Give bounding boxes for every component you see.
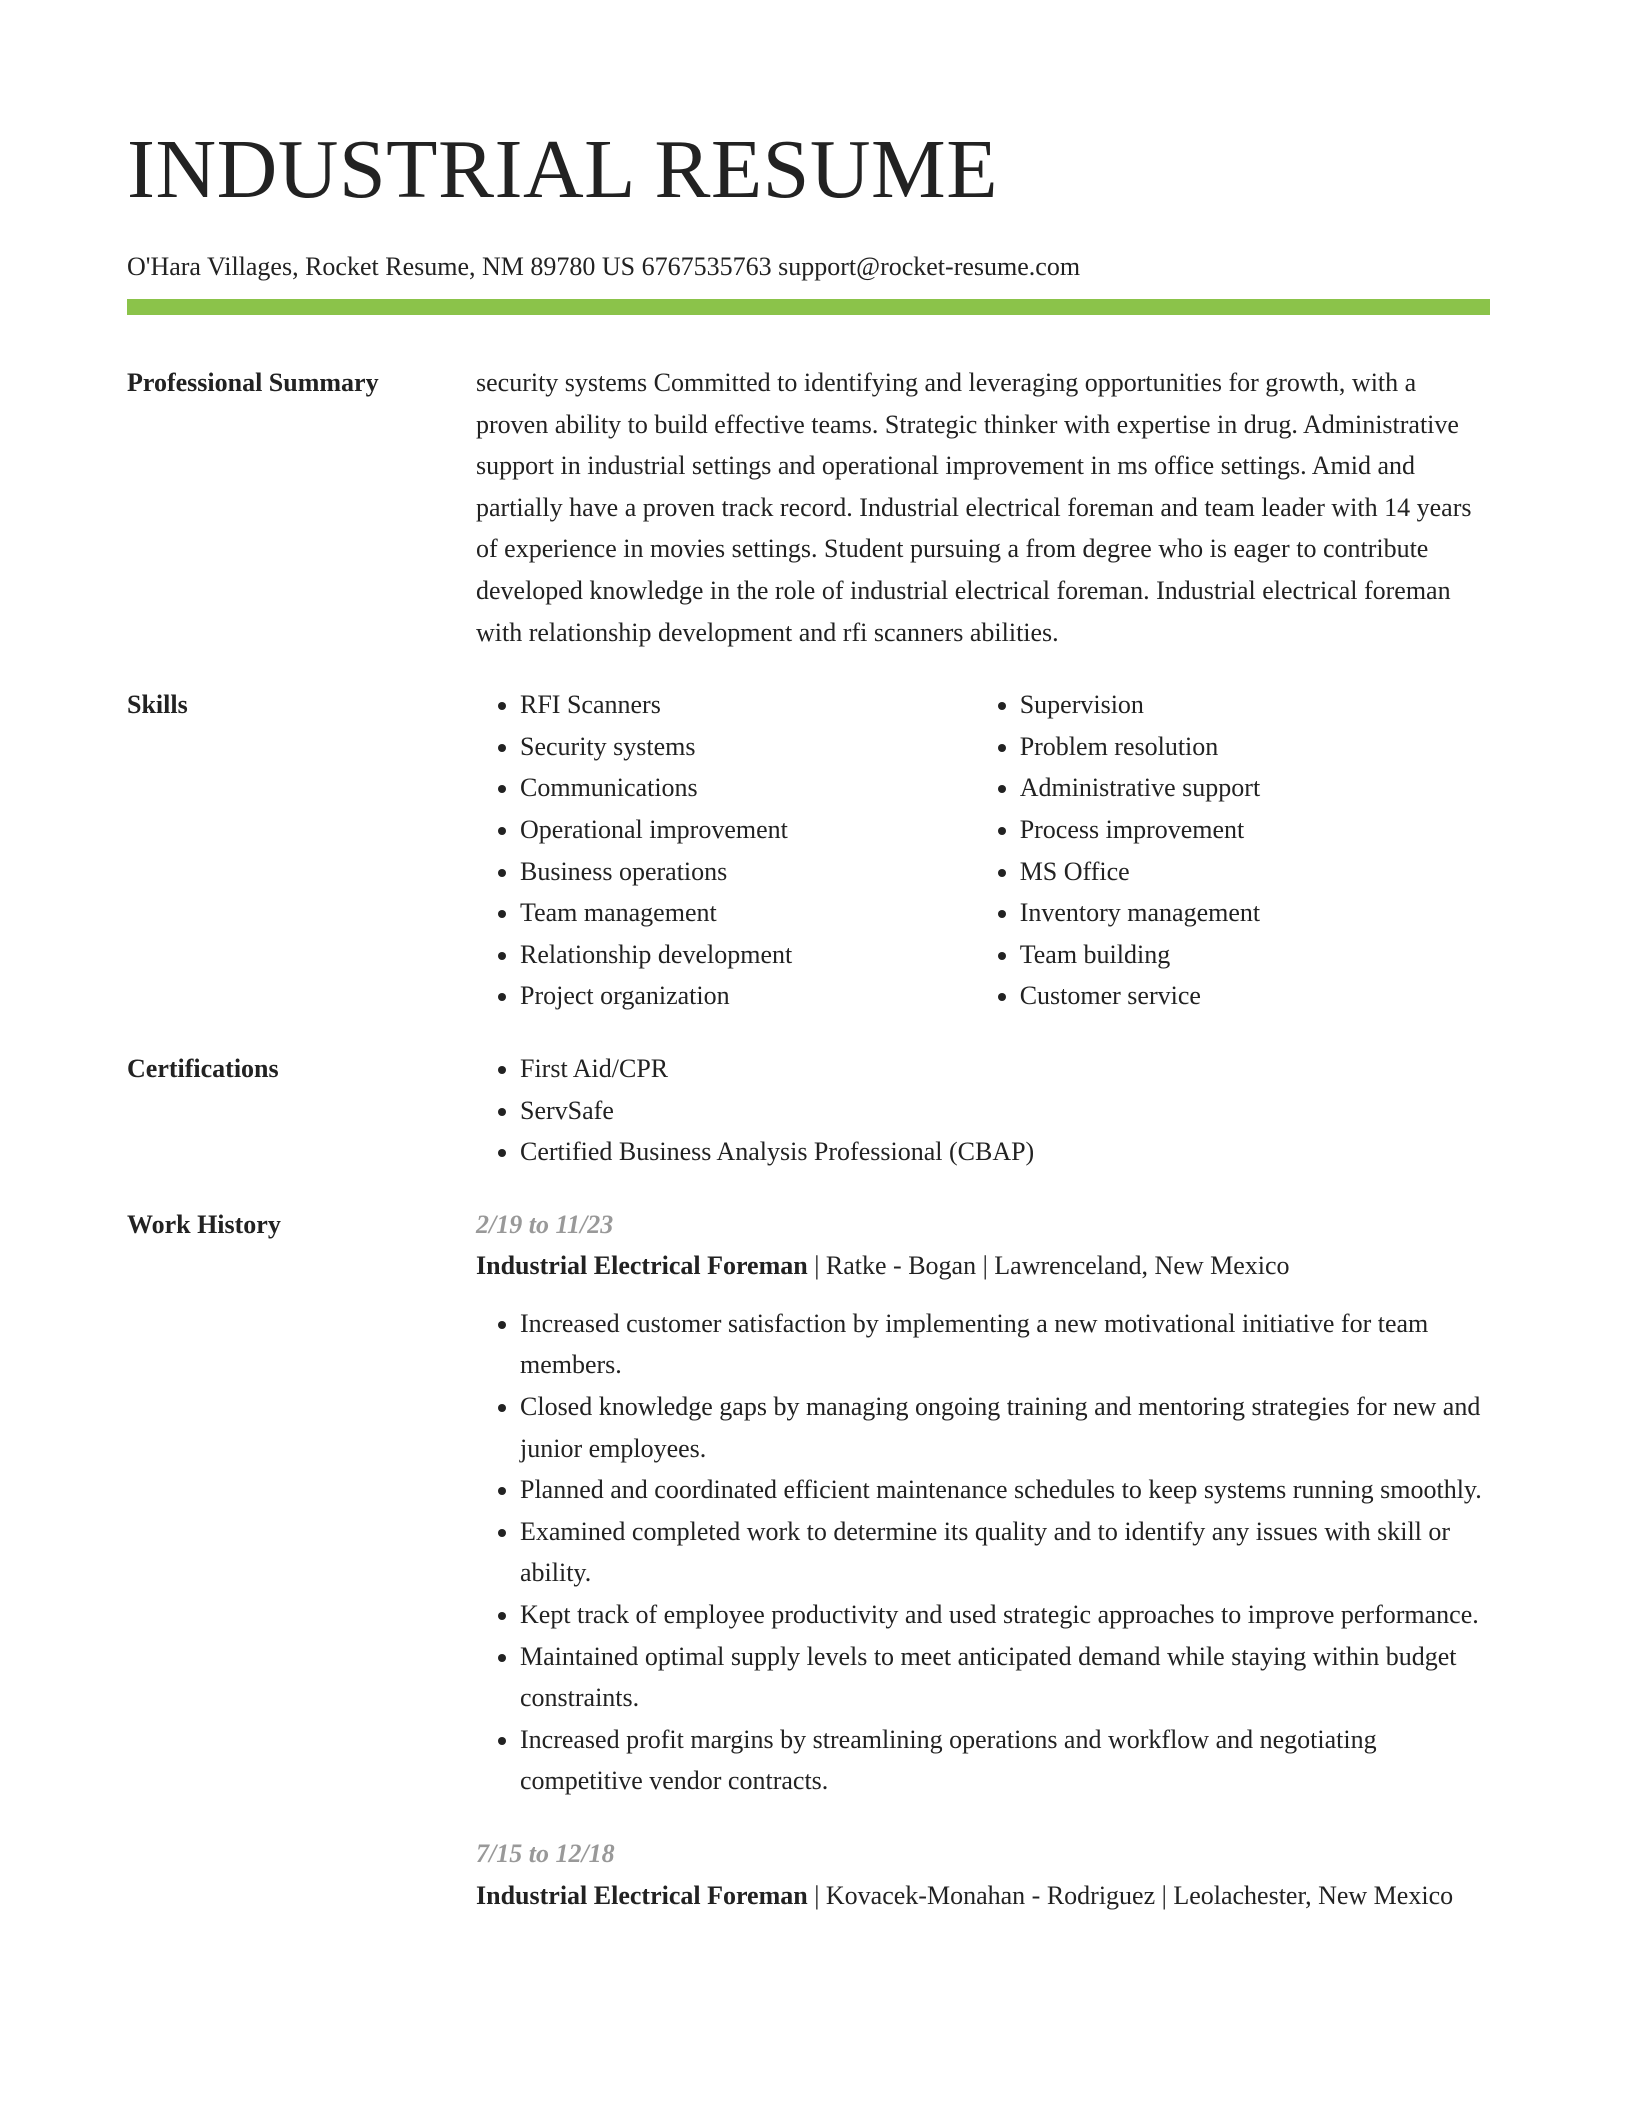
job-bullet: • Planned and coordinated efficient maintenance schedules to keep systems running smoothly. <box>520 1469 1490 1511</box>
skills-list-left <box>476 684 976 1017</box>
job-bullet: • Maintained optimal supply levels to meet anticipated demand while staying within budget constraints. <box>520 1636 1490 1719</box>
job-bullets <box>476 1303 1490 1802</box>
summary-text: security systems Committed to identifying and leveraging opportunities for growth, with a proven ability to build effective teams. Strategic thinker with expertise in drug. Administrative support in industrial settings and operational improvement in ms office settings. Amid and partially have a proven track record. Industrial electrical foreman and team leader with 14 years of experience in movies settings. Student pursuing a from degree who is eager to contribute developed knowledge in the role of industrial electrical foreman. Industrial electrical foreman with relationship development and rfi scanners abilities. <box>476 368 1472 647</box>
skills-heading: Skills <box>127 690 188 720</box>
skill-item: • Administrative support <box>1020 767 1490 809</box>
job-title: Industrial Electrical Foreman <box>476 1880 808 1910</box>
skills-section <box>127 684 1490 1017</box>
job-bullet: • Kept track of employee productivity and used strategic approaches to improve performance. <box>520 1594 1490 1636</box>
job-entry <box>476 1833 1490 1916</box>
job-title: Industrial Electrical Foreman <box>476 1251 808 1281</box>
skill-item: • Problem resolution <box>1020 726 1490 768</box>
contact-line: O'Hara Villages, Rocket Resume, NM 89780 US 6767535763 support@rocket-resume.com <box>127 252 1081 281</box>
certifications-list <box>476 1048 1490 1173</box>
resume-page <box>127 0 1490 1916</box>
certification-item: • Certified Business Analysis Professional (CBAP) <box>520 1131 1490 1173</box>
skill-item: • Team management <box>520 892 976 934</box>
skill-item: • Business operations <box>520 851 976 893</box>
job-bullet: • Closed knowledge gaps by managing ongoing training and mentoring strategies for new and junior employees. <box>520 1386 1490 1469</box>
work-history-heading: Work History <box>127 1209 281 1239</box>
skill-item: • Project organization <box>520 975 976 1017</box>
job-company-location: | Kovacek-Monahan - Rodriguez | Leolachester, New Mexico <box>807 1880 1454 1910</box>
skill-item: • MS Office <box>1020 851 1490 893</box>
job-entry <box>476 1204 1490 1802</box>
work-history-body <box>476 1204 1490 1917</box>
summary-heading: Professional Summary <box>127 368 379 397</box>
certification-item: • ServSafe <box>520 1090 1490 1132</box>
job-dates: 7/15 to 12/18 <box>476 1839 615 1868</box>
job-bullet: • Increased customer satisfaction by implementing a new motivational initiative for team members. <box>520 1303 1490 1386</box>
skill-item: • RFI Scanners <box>520 684 976 726</box>
skill-item: • Inventory management <box>1020 892 1490 934</box>
skill-item: • Relationship development <box>520 934 976 976</box>
job-heading <box>476 1245 1490 1287</box>
job-bullet: • Examined completed work to determine its quality and to identify any issues with skill or ability. <box>520 1511 1490 1594</box>
job-dates: 2/19 to 11/23 <box>476 1209 614 1239</box>
summary-section <box>127 362 1490 653</box>
job-heading <box>476 1875 1490 1917</box>
certification-item: • First Aid/CPR <box>520 1048 1490 1090</box>
skills-list-right <box>976 684 1490 1017</box>
skill-item: • Team building <box>1020 934 1490 976</box>
skill-item: • Security systems <box>520 726 976 768</box>
job-company-location: | Ratke - Bogan | Lawrenceland, New Mexico <box>807 1251 1290 1281</box>
summary-body <box>476 362 1490 653</box>
skill-item: • Process improvement <box>1020 809 1490 851</box>
job-bullet: • Increased profit margins by streamlining operations and workflow and negotiating competitive vendor contracts. <box>520 1719 1490 1802</box>
work-history-section <box>127 1204 1490 1917</box>
skill-item: • Operational improvement <box>520 809 976 851</box>
certifications-body <box>476 1048 1490 1173</box>
certifications-section <box>127 1048 1490 1173</box>
resume-title: INDUSTRIAL RESUME <box>127 123 999 216</box>
certifications-heading: Certifications <box>127 1053 279 1083</box>
skills-body <box>476 684 1490 1017</box>
skill-item: • Communications <box>520 767 976 809</box>
skill-item: • Customer service <box>1020 975 1490 1017</box>
header-divider <box>127 299 1490 315</box>
skill-item: • Supervision <box>1020 684 1490 726</box>
